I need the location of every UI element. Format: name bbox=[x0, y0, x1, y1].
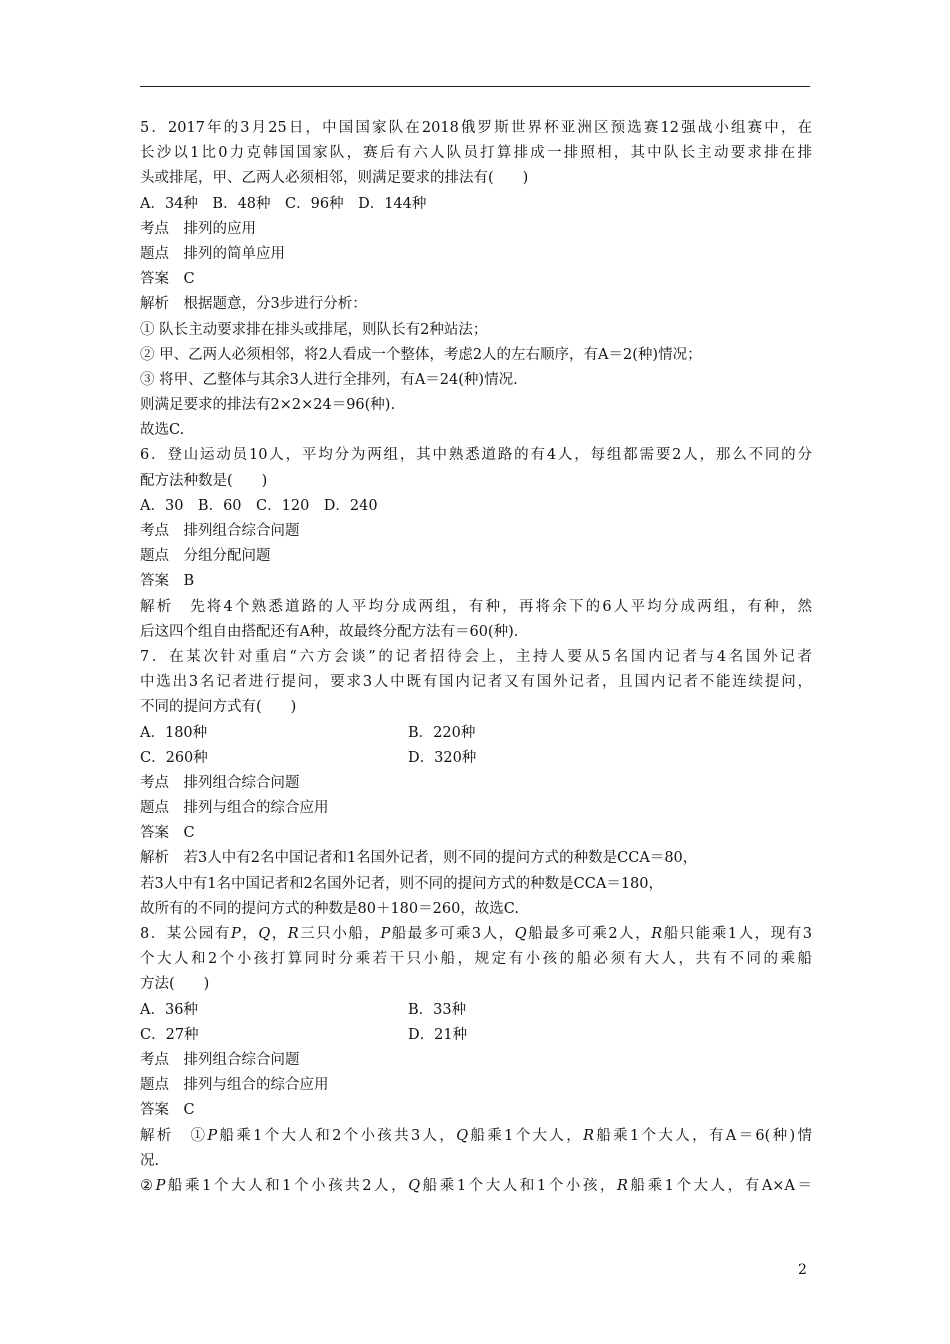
q7-option-a: A．180种 bbox=[140, 724, 208, 741]
q8-a3-var-q: Q bbox=[408, 1177, 421, 1194]
q8-a3-s6: 船乘1个大人，有A×A＝ bbox=[627, 1177, 812, 1194]
q8-a1-s6: 船乘1个大人，有A＝6(种)情 bbox=[594, 1127, 812, 1144]
q8-options-row-1 bbox=[140, 998, 812, 1023]
q8-analysis-2: 况. bbox=[140, 1152, 160, 1169]
question-5 bbox=[140, 116, 812, 443]
q6-kaodian: 考点 排列组合综合问题 bbox=[140, 523, 300, 539]
q8-option-a: A．36种 bbox=[140, 1001, 198, 1018]
q7-kaodian: 考点 排列组合综合问题 bbox=[140, 774, 300, 791]
q8-l1-s0: 8．某公园有 bbox=[140, 926, 231, 942]
q5-analysis-1: 解析 根据题意，分3步进行分析： bbox=[140, 296, 367, 313]
q8-kaodian: 考点 排列组合综合问题 bbox=[140, 1051, 300, 1068]
q7-options-row-2 bbox=[140, 746, 812, 771]
header-rule bbox=[140, 86, 810, 87]
q8-l1-s10: 船最多可乘2人， bbox=[526, 926, 652, 942]
q6-options: A．30 B．60 C．120 D．240 bbox=[140, 497, 378, 514]
q5-stem-line-1: 5．2017年的3月25日，中国国家队在2018俄罗斯世界杯亚洲区预选赛12强战小组赛中，在 bbox=[140, 120, 812, 136]
q6-stem-line-2: 配方法种数是( ) bbox=[140, 472, 268, 489]
question-6 bbox=[140, 443, 812, 645]
q7-option-b: B．220种 bbox=[408, 724, 476, 741]
q8-a3-var-r: R bbox=[617, 1177, 628, 1194]
q8-l1-s12: 船只能乘1人，现有3 bbox=[662, 926, 812, 942]
q5-tidian: 题点 排列的简单应用 bbox=[140, 245, 285, 262]
q8-var-q2: Q bbox=[514, 926, 527, 942]
q8-stem-line-3: 方法( ) bbox=[140, 976, 210, 993]
q6-stem-line-1: 6．登山运动员10人，平均分为两组，其中熟悉道路的有4人，每组都需要2人，那么不同的分 bbox=[140, 447, 812, 464]
question-8 bbox=[140, 922, 812, 1199]
q5-options: A．34种 B．48种 C．96种 D．144种 bbox=[140, 195, 427, 212]
q5-analysis-2: ① 队长主动要求排在排头或排尾，则队长有2种站法； bbox=[140, 321, 488, 338]
q8-var-q: Q bbox=[258, 926, 271, 942]
q5-analysis-4: ③ 将甲、乙整体与其余3人进行全排列，有A＝24(种)情况. bbox=[140, 371, 518, 388]
q6-tidian: 题点 分组分配问题 bbox=[140, 548, 271, 565]
q8-tidian: 题点 排列与组合的综合应用 bbox=[140, 1077, 329, 1094]
q8-var-p2: P bbox=[380, 926, 391, 942]
question-7 bbox=[140, 645, 812, 922]
q8-stem-line-1 bbox=[140, 922, 812, 947]
q6-answer: 答案 B bbox=[140, 573, 195, 590]
q6-analysis-2: 后这四个组自由搭配还有A种，故最终分配方法有＝60(种). bbox=[140, 623, 519, 640]
q7-analysis-1: 解析 若3人中有2名中国记者和1名国外记者，则不同的提问方式的种数是CCA＝80， bbox=[140, 850, 698, 867]
q8-l1-s4: ， bbox=[270, 926, 288, 942]
q8-a1-var-r: R bbox=[583, 1127, 594, 1144]
q8-l1-s2: ， bbox=[240, 926, 259, 942]
q8-a1-s0: 解析 ① bbox=[140, 1127, 208, 1144]
q8-var-r: R bbox=[287, 926, 299, 942]
q8-option-c: C．27种 bbox=[140, 1026, 199, 1043]
q8-a1-s2: 船乘1个大人和2个小孩共3人， bbox=[217, 1127, 457, 1144]
q5-stem-line-3: 头或排尾，甲、乙两人必须相邻，则满足要求的排法有( ) bbox=[140, 170, 529, 187]
q7-stem-line-3: 不同的提问方式有( ) bbox=[140, 699, 297, 716]
q8-stem-line-2: 个大人和2个小孩打算同时分乘若干只小船，规定有小孩的船必须有大人，共有不同的乘船 bbox=[140, 951, 812, 968]
q8-option-d: D．21种 bbox=[408, 1026, 468, 1043]
q5-analysis-6: 故选C. bbox=[140, 422, 185, 439]
q7-answer: 答案 C bbox=[140, 825, 195, 842]
q8-a3-s2: 船乘1个大人和1个小孩共2人， bbox=[165, 1177, 409, 1194]
q7-tidian: 题点 排列与组合的综合应用 bbox=[140, 800, 329, 817]
q5-analysis-3: ② 甲、乙两人必须相邻，将2人看成一个整体，考虑2人的左右顺序，有A＝2(种)情况； bbox=[140, 346, 702, 363]
q7-options-row-1 bbox=[140, 721, 812, 746]
q8-a3-s0: ② bbox=[140, 1177, 156, 1194]
q8-analysis-1 bbox=[140, 1124, 812, 1149]
q8-l1-s6: 三只小船， bbox=[298, 926, 381, 942]
q7-option-d: D．320种 bbox=[408, 749, 477, 766]
q8-a1-var-q: Q bbox=[456, 1127, 469, 1144]
page-body bbox=[140, 116, 812, 1199]
q8-options-row-2 bbox=[140, 1023, 812, 1048]
q8-a3-var-p: P bbox=[155, 1177, 166, 1194]
q7-analysis-3: 故所有的不同的提问方式的种数是80＋180＝260，故选C. bbox=[140, 900, 519, 917]
q8-var-r2: R bbox=[651, 926, 663, 942]
q6-analysis-1: 解析 先将4个熟悉道路的人平均分成两组，有种，再将余下的6人平均分成两组，有种，然 bbox=[140, 598, 812, 615]
q7-option-c: C．260种 bbox=[140, 749, 208, 766]
q8-var-p: P bbox=[230, 926, 241, 942]
q5-analysis-5: 则满足要求的排法有2×2×24＝96(种). bbox=[140, 397, 396, 414]
q8-a1-var-p: P bbox=[207, 1127, 218, 1144]
q8-a3-s4: 船乘1个大人和1个小孩， bbox=[420, 1177, 618, 1194]
q8-l1-s8: 船最多可乘3人， bbox=[390, 926, 515, 942]
q8-answer: 答案 C bbox=[140, 1102, 195, 1119]
q5-answer: 答案 C bbox=[140, 271, 195, 288]
q5-stem-line-2: 长沙以1比0力克韩国国家队，赛后有六人队员打算排成一排照相，其中队长主动要求排在排 bbox=[140, 145, 812, 162]
q7-stem-line-2: 中选出3名记者进行提问，要求3人中既有国内记者又有国外记者，且国内记者不能连续提问， bbox=[140, 674, 812, 691]
q8-option-b: B．33种 bbox=[408, 1001, 467, 1018]
q7-analysis-2: 若3人中有1名中国记者和2名国外记者，则不同的提问方式的种数是CCA＝180， bbox=[140, 875, 664, 892]
page-number: 2 bbox=[798, 1262, 807, 1278]
q7-stem-line-1: 7．在某次针对重启“六方会谈”的记者招待会上，主持人要从5名国内记者与4名国外记者 bbox=[140, 648, 812, 665]
q8-a1-s4: 船乘1个大人， bbox=[468, 1127, 584, 1144]
q8-analysis-3 bbox=[140, 1174, 812, 1199]
q5-kaodian: 考点 排列的应用 bbox=[140, 220, 256, 237]
